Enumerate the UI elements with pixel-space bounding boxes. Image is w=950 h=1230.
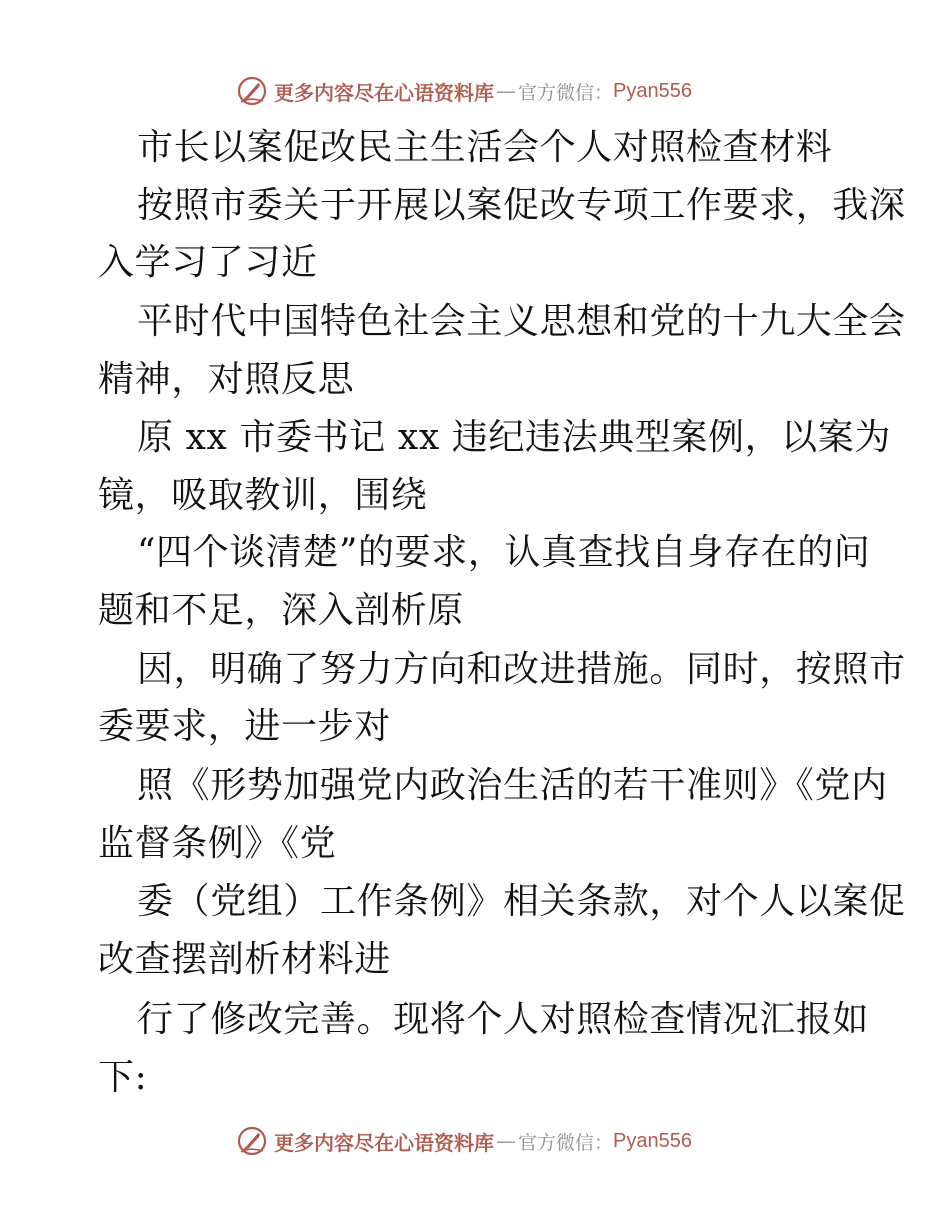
- text-line: 按照市委关于开展以案促改专项工作要求，我深: [137, 185, 906, 226]
- watermark-title: 更多内容尽在心语资料库: [274, 80, 494, 105]
- text-line: 行了修改完善。现将个人对照检查情况汇报如: [137, 999, 870, 1040]
- watermark-dash: —: [496, 79, 516, 103]
- watermark-header: [236, 74, 756, 108]
- text-line: 原 xx 市委书记 xx 违纪违法典型案例，以案为: [137, 417, 891, 458]
- watermark-wechat-label: 官方微信：: [518, 81, 614, 104]
- watermark-footer: [236, 1124, 756, 1158]
- document-title: 市长以案促改民主生活会个人对照检查材料: [137, 127, 833, 168]
- text-line: 委（党组）工作条例》相关条款，对个人以案促: [137, 881, 906, 922]
- quill-pen-logo-icon: [236, 75, 268, 107]
- text-line: 镜，吸取教训，围绕: [98, 475, 428, 516]
- text-line: 下:: [98, 1057, 148, 1098]
- text-line: 入学习了习近: [98, 242, 318, 283]
- watermark-dash: —: [496, 1129, 516, 1153]
- text-line: 题和不足，深入剖析原: [98, 590, 465, 631]
- text-line: “四个谈清楚”的要求，认真查找自身存在的问: [137, 532, 871, 573]
- text-line: 精神，对照反思: [98, 359, 355, 400]
- text-line: 平时代中国特色社会主义思想和党的十九大全会: [137, 301, 906, 342]
- text-line: 监督条例》《党: [98, 823, 337, 864]
- text-line: 委要求，进一步对: [98, 706, 391, 747]
- watermark-wechat-id: Pyan556: [613, 79, 692, 102]
- watermark-wechat-id: Pyan556: [613, 1129, 692, 1152]
- text-line: 改查摆剖析材料进: [98, 939, 391, 980]
- watermark-wechat-label: 官方微信：: [518, 1131, 614, 1154]
- text-line: 照《形势加强党内政治生活的若干准则》《党内: [137, 765, 888, 806]
- quill-pen-logo-icon: [236, 1125, 268, 1157]
- watermark-title: 更多内容尽在心语资料库: [274, 1130, 494, 1155]
- text-line: 因，明确了努力方向和改进措施。同时，按照市: [137, 649, 906, 690]
